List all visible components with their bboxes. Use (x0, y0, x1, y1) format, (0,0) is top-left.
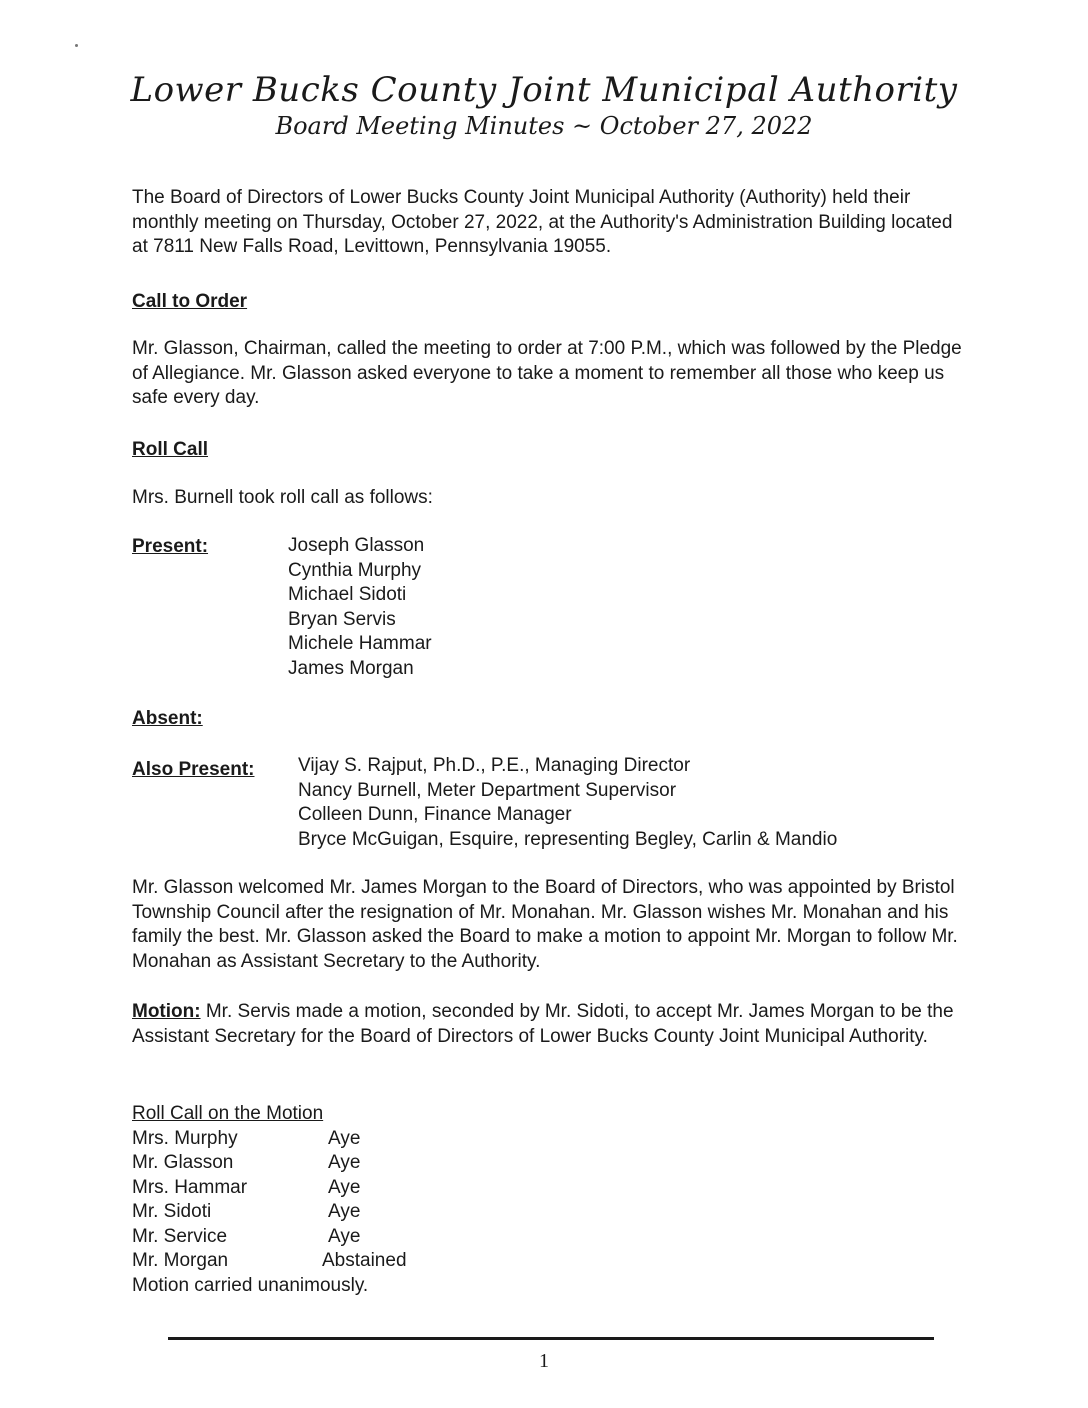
document-subtitle: Board Meeting Minutes ~ October 27, 2022 (275, 112, 813, 140)
present-name: James Morgan (288, 657, 414, 679)
absent-label: Absent: (132, 708, 203, 729)
also-present-label: Also Present: (132, 759, 255, 780)
present-name: Cynthia Murphy (288, 559, 422, 581)
motion-text: Mr. Servis made a motion, seconded by Mr. Sidoti, to accept Mr. James Morgan to be the Assistant Secretary for the Board of Directors of Lower Bucks County Joint Municipal Authority. (132, 1001, 954, 1047)
vote-value: Abstained (322, 1250, 407, 1271)
vote-value: Aye (328, 1152, 361, 1173)
vote-value: Aye (328, 1176, 361, 1198)
present-name: Michele Hammar (288, 633, 432, 654)
vote-row (132, 1249, 407, 1274)
also-present-name: Bryce McGuigan, Esquire, representing Begley, Carlin & Mandio (298, 828, 838, 850)
voter-name: Mrs. Hammar (132, 1176, 248, 1198)
vote-value: Aye (328, 1201, 361, 1222)
motion-paragraph (132, 1000, 967, 1049)
call-to-order-text: Mr. Glasson, Chairman, called the meeting to order at 7:00 P.M., which was followed by the Pledge of Allegiance. Mr. Glasson asked everyone to take a moment to remember all those who keep us safe every day. (132, 338, 962, 408)
voter-name: Mr. Glasson (132, 1152, 234, 1173)
vote-row (132, 1127, 407, 1152)
present-list (288, 534, 432, 681)
scan-speck (75, 44, 78, 47)
vote-value: Aye (328, 1225, 361, 1247)
vote-value: Aye (328, 1127, 361, 1149)
voter-name: Mr. Morgan (132, 1250, 229, 1271)
present-name: Bryan Servis (288, 608, 396, 630)
also-present-list (298, 754, 837, 852)
voter-name: Mr. Sidoti (132, 1201, 212, 1222)
roll-call-heading: Roll Call (132, 439, 209, 460)
also-present-name: Colleen Dunn, Finance Manager (298, 804, 572, 825)
also-present-name: Vijay S. Rajput, Ph.D., P.E., Managing Director (298, 755, 691, 776)
also-present-name: Nancy Burnell, Meter Department Supervisor (298, 779, 677, 801)
vote-row (132, 1151, 407, 1176)
present-name: Michael Sidoti (288, 584, 407, 605)
voter-name: Mr. Service (132, 1225, 228, 1247)
vote-table (132, 1102, 407, 1298)
vote-row (132, 1200, 407, 1225)
voter-name: Mrs. Murphy (132, 1127, 238, 1149)
footer-divider (168, 1337, 934, 1340)
document-title: Lower Bucks County Joint Municipal Authority (130, 70, 958, 110)
page-number: 1 (539, 1350, 549, 1372)
call-to-order-heading: Call to Order (132, 291, 248, 312)
intro-paragraph: The Board of Directors of Lower Bucks County Joint Municipal Authority (Authority) held their monthly meeting on Thursday, October 27, 2022, at the Authority's Administration Building located at 7811 New Falls Road, Levittown, Pennsylvania 19055. (132, 187, 953, 257)
present-name: Joseph Glasson (288, 535, 425, 556)
welcome-paragraph: Mr. Glasson welcomed Mr. James Morgan to the Board of Directors, who was appointed by Bristol Township Council after the resignation of Mr. Monahan. Mr. Glasson wishes Mr. Monahan and his family the best. Mr. Glasson asked the Board to make a motion to appoint Mr. Morgan to follow Mr. Monahan as Assistant Secretary to the Authority. (132, 877, 958, 972)
present-label: Present: (132, 536, 209, 557)
vote-result: Motion carried unanimously. (132, 1274, 369, 1296)
motion-label: Motion: (132, 1001, 201, 1022)
vote-heading: Roll Call on the Motion (132, 1103, 324, 1124)
vote-row (132, 1225, 407, 1250)
vote-row (132, 1176, 407, 1201)
roll-call-text: Mrs. Burnell took roll call as follows: (132, 487, 433, 508)
